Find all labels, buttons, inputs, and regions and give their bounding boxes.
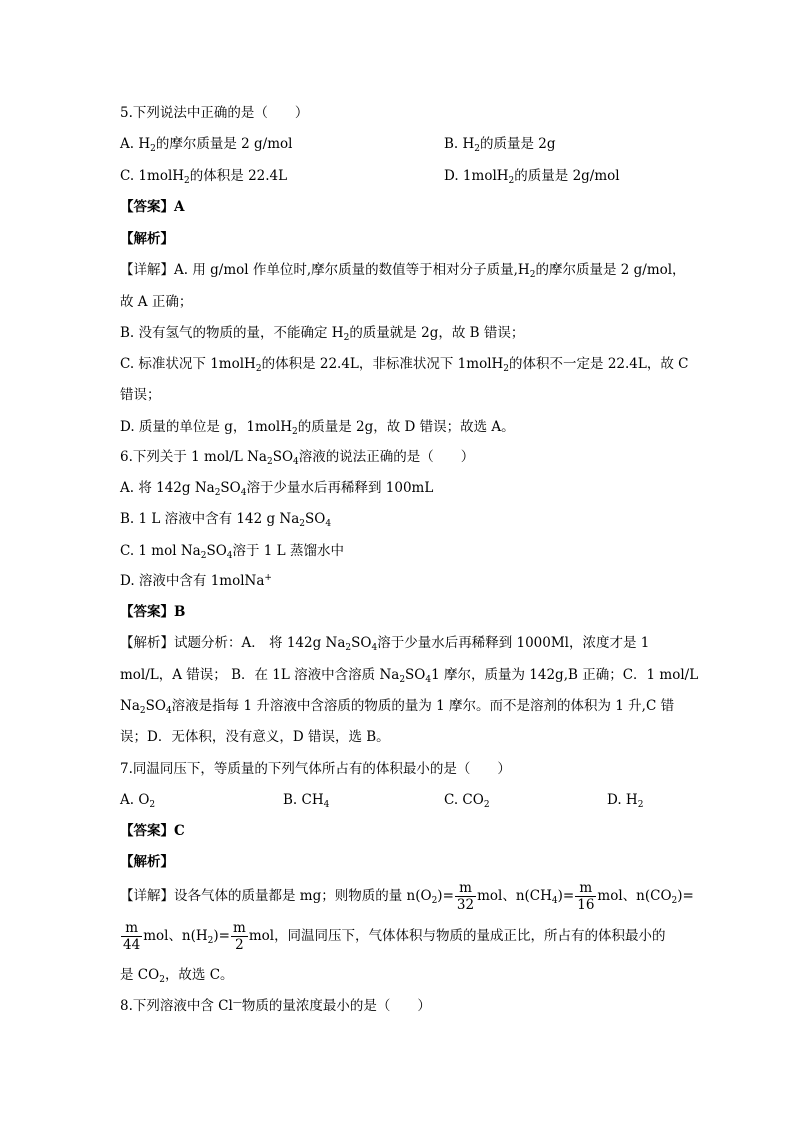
- q6-stem: 6.下列关于 1 mol/L $Na_2SO_4$溶液的说法正确的是（ ）: [120, 449, 475, 467]
- q7-option-d: D. $H_2$: [607, 792, 644, 810]
- q7-option-b: B. $CH_4$: [283, 792, 330, 810]
- q5-option-d: D. 1molH$_2$的质量是 2g/mol: [444, 168, 620, 186]
- fraction-m-32: $\frac{m}{32}$: [456, 880, 475, 913]
- fraction-m-16: $\frac{m}{16}$: [577, 880, 595, 913]
- q5-analysis-heading: 【解析】: [120, 231, 174, 247]
- q7-detail-line-1: 【详解】设各气体的质量都是 mg；则物质的量 $n(O_2)=$ $\frac{m}{32}$ mol、$n(CH_4)=$ $\frac{m}{16}$ mol、$n(CO_2)=$: [120, 880, 694, 913]
- q6-option-d: D. 溶液中含有 1molNa+: [120, 573, 272, 589]
- q6-option-c: C. 1 mol $Na_2SO_4$溶于 1 L 蒸馏水中: [120, 543, 344, 561]
- q6-answer: 【答案】B: [120, 604, 186, 620]
- q5-option-a: A. $H_2$的摩尔质量是 2 g/mol: [120, 136, 293, 154]
- q5-option-b: B. $H_2$的质量是 2g: [444, 136, 556, 154]
- q5-detail-b: B. 没有氢气的物质的量，不能确定 $H_2$的质量就是 2g，故 B 错误；: [120, 325, 525, 343]
- fraction-m-2: $\frac{m}{2}$: [233, 920, 246, 953]
- q5-detail-d: D. 质量的单位是 g，1molH$_2$的质量是 2g，故 D 错误；故选 A。: [120, 419, 515, 437]
- q5-option-c: C. 1molH$_2$的体积是 22.4L: [120, 168, 288, 186]
- q6-option-b: B. 1 L 溶液中含有 142 g $Na_2SO_4$: [120, 511, 332, 529]
- q5-detail-line-2: 故 A 正确；: [120, 294, 193, 310]
- q8-stem: 8.下列溶液中含 Cl—物质的量浓度最小的是（ ）: [120, 998, 431, 1014]
- q6-analysis-line-2: mol/L，A 错误； B．在 1L 溶液中含溶质 $Na_2SO_41$ 摩尔，质量为 142g,B 正确；C．1 mol/L: [120, 667, 699, 685]
- q7-analysis-heading: 【解析】: [120, 854, 174, 870]
- q7-answer: 【答案】C: [120, 823, 185, 839]
- q7-option-c: C. $CO_2$: [444, 792, 490, 810]
- q7-stem: 7.同温同压下，等质量的下列气体所占有的体积最小的是（ ）: [120, 761, 511, 777]
- q7-detail-line-3: 是 $CO_2$，故选 C。: [120, 967, 234, 985]
- q6-analysis-line-4: 误；D．无体积，没有意义，D 错误，选 B。: [120, 729, 390, 745]
- q5-stem: 5.下列说法中正确的是（ ）: [120, 105, 309, 121]
- q5-detail-line-1: 【详解】A. 用 g/mol 作单位时,摩尔质量的数值等于相对分子质量$,H_2$的摩尔质量是 2 g/mol，: [120, 262, 686, 280]
- q7-option-a: A. $O_2$: [120, 792, 156, 810]
- q5-answer: 【答案】A: [120, 199, 185, 215]
- fraction-m-44: $\frac{m}{44}$: [123, 920, 141, 953]
- q5-detail-c-cont: 错误；: [120, 387, 161, 403]
- q7-detail-line-2: $\frac{m}{44}$ mol、$n(H_2)=$ $\frac{m}{2}$ mol，同温同压下，气体体积与物质的量成正比，所占有的体积最小的: [123, 920, 666, 953]
- q6-analysis-line-1: 【解析】试题分析：A． 将 142g $Na_2SO_4$溶于少量水后再稀释到 1000Ml，浓度才是 1: [120, 635, 650, 653]
- q6-option-a: A. 将 142g $Na_2SO_4$溶于少量水后再稀释到 100mL: [120, 480, 434, 498]
- q6-analysis-line-3: $Na_2SO_4$溶液是指每 1 升溶液中含溶质的物质的量为 1 摩尔。而不是溶剂的体积为 1 升,C 错: [120, 698, 675, 716]
- q5-detail-c: C. 标准状况下 1molH$_2$的体积是 22.4L，非标准状况下 1molH$_2$的体积不一定是 22.4L，故 C: [120, 356, 689, 374]
